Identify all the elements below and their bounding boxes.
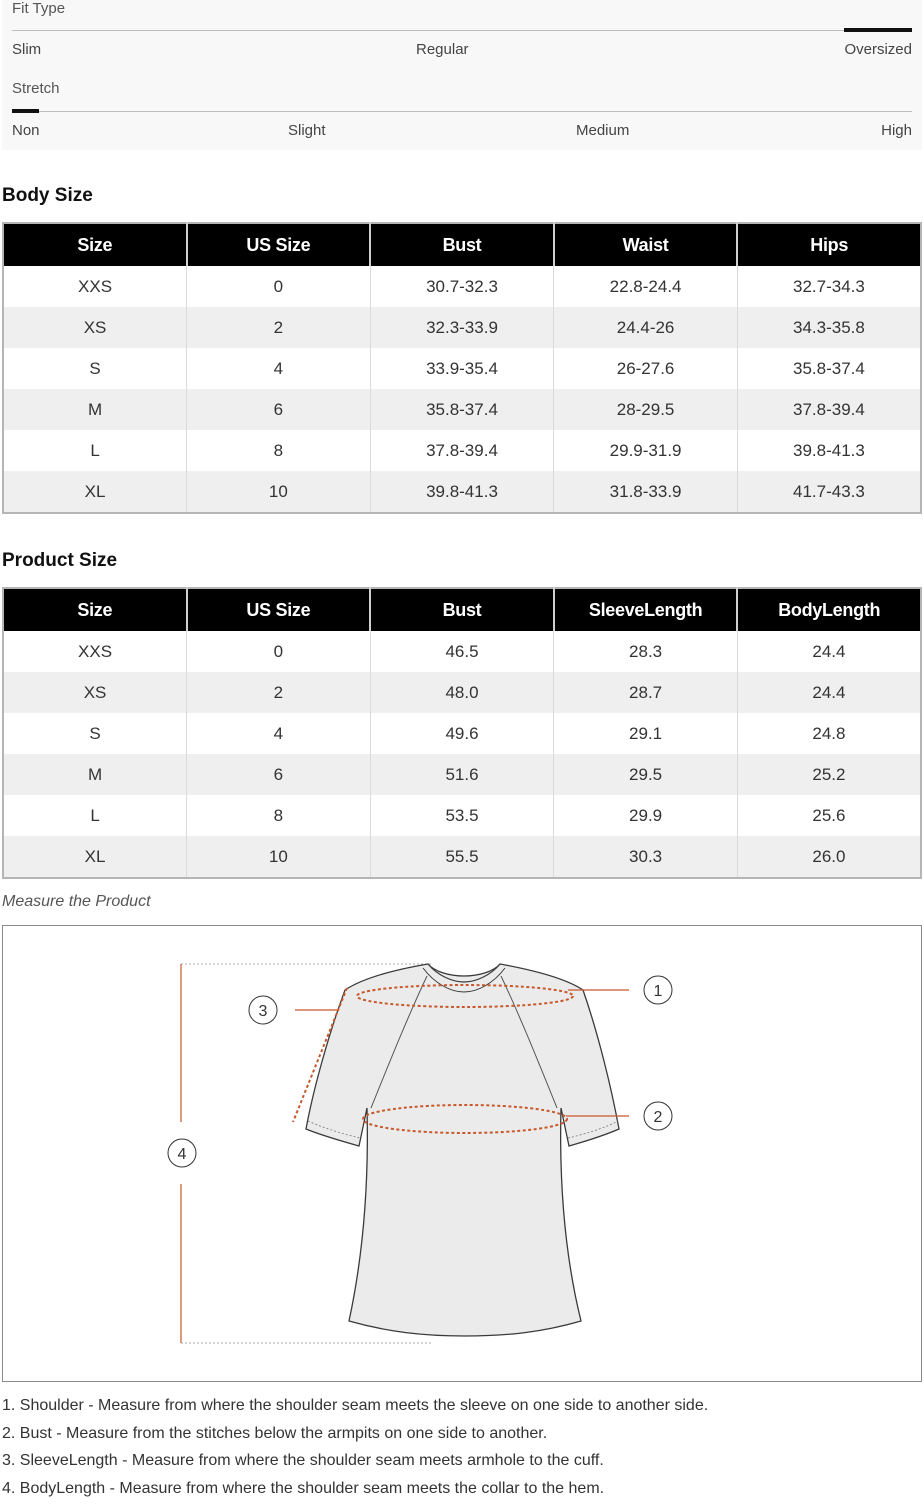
marker-2 — [644, 1102, 672, 1130]
tshirt-outline — [306, 964, 619, 1336]
tshirt-diagram — [3, 926, 921, 1381]
measure-caption: Measure the Product — [2, 893, 151, 911]
table-cell: XXS — [3, 266, 187, 307]
table-cell: 6 — [187, 754, 371, 795]
table-cell: 35.8-37.4 — [737, 348, 921, 389]
table-cell: 34.3-35.8 — [737, 307, 921, 348]
table-cell: 33.9-35.4 — [370, 348, 554, 389]
table-row — [3, 754, 921, 795]
table-cell: 0 — [187, 266, 371, 307]
table-cell: XL — [3, 471, 187, 513]
column-header: US Size — [187, 588, 371, 631]
column-header: Size — [3, 588, 187, 631]
column-header: Bust — [370, 223, 554, 266]
table-cell: 28-29.5 — [554, 389, 738, 430]
table-row — [3, 631, 921, 672]
body-size-heading: Body Size — [2, 185, 93, 207]
table-cell: M — [3, 389, 187, 430]
column-header: US Size — [187, 223, 371, 266]
fit-type-label-oversized: Oversized — [844, 41, 912, 58]
table-cell: 10 — [187, 471, 371, 513]
table-cell: 26.0 — [737, 836, 921, 878]
marker-4-label: 4 — [178, 1146, 187, 1163]
table-row — [3, 471, 921, 513]
table-cell: 6 — [187, 389, 371, 430]
table-cell: 53.5 — [370, 795, 554, 836]
table-cell: 24.4 — [737, 672, 921, 713]
table-cell: 32.3-33.9 — [370, 307, 554, 348]
table-row — [3, 266, 921, 307]
measure-notes — [2, 1394, 708, 1504]
table-row — [3, 389, 921, 430]
table-cell: 48.0 — [370, 672, 554, 713]
body-size-header-row — [3, 223, 921, 266]
table-cell: L — [3, 430, 187, 471]
table-cell: 10 — [187, 836, 371, 878]
fit-type-track — [12, 30, 912, 31]
table-cell: 8 — [187, 430, 371, 471]
note-body-length: 4. BodyLength - Measure from where the shoulder seam meets the collar to the hem. — [2, 1477, 708, 1504]
table-cell: S — [3, 713, 187, 754]
table-cell: 29.9 — [554, 795, 738, 836]
table-cell: 41.7-43.3 — [737, 471, 921, 513]
table-row — [3, 672, 921, 713]
table-cell: XXS — [3, 631, 187, 672]
product-size-heading: Product Size — [2, 550, 117, 572]
table-cell: 39.8-41.3 — [737, 430, 921, 471]
table-cell: 32.7-34.3 — [737, 266, 921, 307]
stretch-label-non: Non — [12, 122, 40, 139]
table-cell: 0 — [187, 631, 371, 672]
table-row — [3, 713, 921, 754]
table-cell: 29.1 — [554, 713, 738, 754]
stretch-title: Stretch — [12, 80, 60, 97]
measure-diagram — [2, 925, 922, 1382]
note-sleeve-length: 3. SleeveLength - Measure from where the shoulder seam meets armhole to the cuff. — [2, 1449, 708, 1477]
table-cell: 4 — [187, 713, 371, 754]
fit-type-label-slim: Slim — [12, 41, 41, 58]
marker-2-label: 2 — [654, 1109, 663, 1126]
table-cell: 29.9-31.9 — [554, 430, 738, 471]
table-cell: 24.4 — [737, 631, 921, 672]
table-row — [3, 836, 921, 878]
table-row — [3, 307, 921, 348]
body-size-table — [2, 222, 922, 514]
table-cell: 35.8-37.4 — [370, 389, 554, 430]
stretch-selected-marker — [12, 109, 39, 113]
column-header: Hips — [737, 223, 921, 266]
marker-1-label: 1 — [654, 983, 663, 1000]
table-cell: 55.5 — [370, 836, 554, 878]
note-shoulder: 1. Shoulder - Measure from where the shoulder seam meets the sleeve on one side to another side. — [2, 1394, 708, 1422]
column-header: SleeveLength — [554, 588, 738, 631]
column-header: Waist — [554, 223, 738, 266]
table-cell: 30.3 — [554, 836, 738, 878]
product-size-header-row — [3, 588, 921, 631]
table-cell: 51.6 — [370, 754, 554, 795]
table-cell: 26-27.6 — [554, 348, 738, 389]
fit-type-label-regular: Regular — [416, 41, 469, 58]
table-cell: 22.8-24.4 — [554, 266, 738, 307]
table-cell: 4 — [187, 348, 371, 389]
table-cell: 8 — [187, 795, 371, 836]
column-header: BodyLength — [737, 588, 921, 631]
table-cell: XS — [3, 307, 187, 348]
column-header: Size — [3, 223, 187, 266]
table-cell: 37.8-39.4 — [370, 430, 554, 471]
table-cell: XS — [3, 672, 187, 713]
table-row — [3, 795, 921, 836]
fit-scales-panel — [2, 0, 922, 150]
table-cell: 31.8-33.9 — [554, 471, 738, 513]
stretch-label-high: High — [881, 122, 912, 139]
table-cell: 24.4-26 — [554, 307, 738, 348]
column-header: Bust — [370, 588, 554, 631]
marker-4 — [168, 1139, 196, 1167]
table-cell: 2 — [187, 307, 371, 348]
fit-type-title: Fit Type — [12, 0, 65, 17]
fit-type-selected-marker — [844, 28, 912, 32]
table-cell: 39.8-41.3 — [370, 471, 554, 513]
marker-3-label: 3 — [259, 1003, 268, 1020]
table-cell: 30.7-32.3 — [370, 266, 554, 307]
table-cell: 28.7 — [554, 672, 738, 713]
table-cell: 24.8 — [737, 713, 921, 754]
marker-3 — [249, 996, 277, 1024]
table-cell: 46.5 — [370, 631, 554, 672]
table-cell: 37.8-39.4 — [737, 389, 921, 430]
table-row — [3, 430, 921, 471]
table-cell: XL — [3, 836, 187, 878]
table-cell: S — [3, 348, 187, 389]
table-cell: L — [3, 795, 187, 836]
table-cell: 25.6 — [737, 795, 921, 836]
table-row — [3, 348, 921, 389]
table-cell: 49.6 — [370, 713, 554, 754]
marker-1 — [644, 976, 672, 1004]
note-bust: 2. Bust - Measure from the stitches below the armpits on one side to another. — [2, 1422, 708, 1450]
table-cell: 2 — [187, 672, 371, 713]
stretch-label-slight: Slight — [288, 122, 326, 139]
table-cell: 29.5 — [554, 754, 738, 795]
product-size-table — [2, 587, 922, 879]
table-cell: 25.2 — [737, 754, 921, 795]
table-cell: 28.3 — [554, 631, 738, 672]
stretch-track — [12, 111, 912, 112]
table-cell: M — [3, 754, 187, 795]
stretch-label-medium: Medium — [576, 122, 629, 139]
